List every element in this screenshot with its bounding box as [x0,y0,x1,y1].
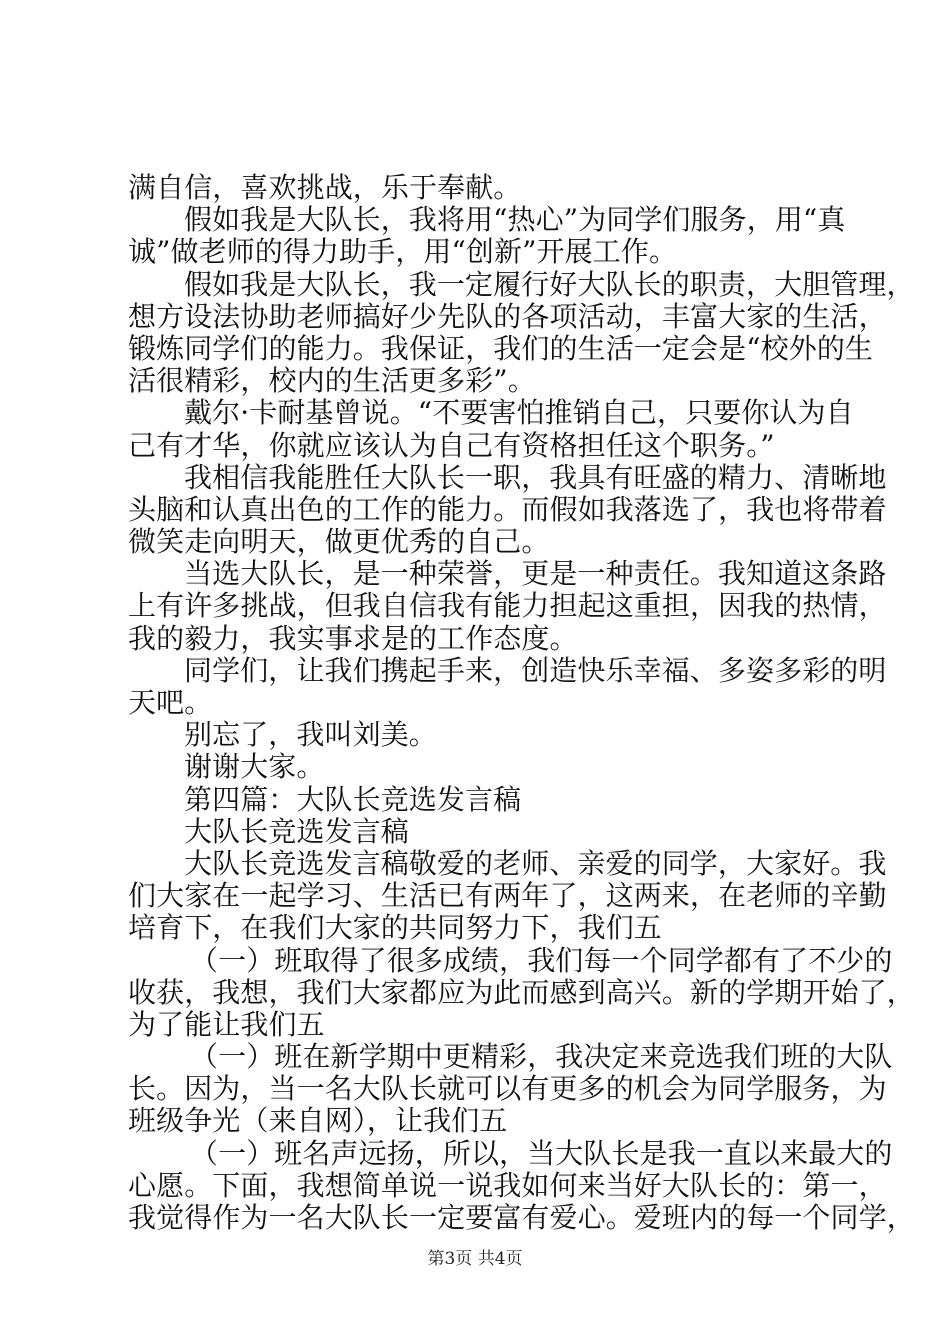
document-body [128,171,915,1234]
text-line: 假如我是大队长，我将用“热心”为同学们服务，用“真 [184,203,846,237]
text-line: （一）班名声远扬，所以，当大队长是我一直以来最大的 [190,1136,893,1170]
text-line: 活很精彩，校内的生活更多彩”。 [128,364,536,398]
text-line: 谢谢大家。 [184,750,325,784]
text-line: 假如我是大队长，我一定履行好大队长的职责，大胆管理， [184,267,915,301]
text-line: 己有才华，你就应该认为自己有资格担任这个职务。” [128,428,775,462]
text-line: 们大家在一起学习、生活已有两年了，这两来，在老师的辛勤 [128,879,887,913]
text-line: 大队长竞选发言稿敬爱的老师、亲爱的同学，大家好。我 [184,846,887,880]
text-line: 我觉得作为一名大队长一定要富有爱心。爱班内的每一个同学， [128,1201,915,1234]
page-number-footer: 第3页 共4页 [427,1249,523,1269]
text-line: 上有许多挑战，但我自信我有能力担起这重担，因我的热情， [128,589,887,623]
text-line: 满自信，喜欢挑战，乐于奉献。 [128,171,522,204]
text-line: 班级争光（来自网），让我们五 [128,1104,508,1138]
text-line: （一）班在新学期中更精彩，我决定来竞选我们班的大队 [190,1040,893,1074]
text-line: 头脑和认真出色的工作的能力。而假如我落选了，我也将带着 [128,492,887,526]
article-title: 大队长竞选发言稿 [184,814,409,848]
section-heading: 第四篇：大队长竞选发言稿 [184,782,522,816]
text-line: 为了能让我们五 [128,1007,325,1041]
text-line: 诚”做老师的得力助手，用“创新”开展工作。 [128,235,678,269]
text-line: 收获，我想，我们大家都应为此而感到高兴。新的学期开始了， [128,975,915,1009]
text-line: 同学们，让我们携起手来，创造快乐幸福、多姿多彩的明 [184,653,887,687]
text-line: 当选大队长，是一种荣誉，更是一种责任。我知道这条路 [184,557,887,591]
text-line: 别忘了，我叫刘美。 [184,718,437,752]
text-line: 戴尔·卡耐基曾说。“不要害怕推销自己，只要你认为自 [184,396,854,430]
text-line: 长。因为，当一名大队长就可以有更多的机会为同学服务，为 [128,1072,887,1106]
text-line: 我相信我能胜任大队长一职，我具有旺盛的精力、清晰地 [184,460,887,494]
text-line: 想方设法协助老师搞好少先队的各项活动，丰富大家的生活， [128,299,887,333]
text-line: 我的毅力，我实事求是的工作态度。 [128,621,578,655]
text-line: 锻炼同学们的能力。我保证，我们的生活一定会是“校外的生 [128,331,874,365]
text-line: 微笑走向明天，做更优秀的自己。 [128,525,550,559]
text-line: 天吧。 [128,686,213,719]
text-line: 心愿。下面，我想简单说一说我如何来当好大队长的：第一， [128,1168,887,1202]
text-line: 培育下，在我们大家的共同努力下，我们五 [128,911,662,945]
text-line: （一）班取得了很多成绩，我们每一个同学都有了不少的 [190,943,893,977]
